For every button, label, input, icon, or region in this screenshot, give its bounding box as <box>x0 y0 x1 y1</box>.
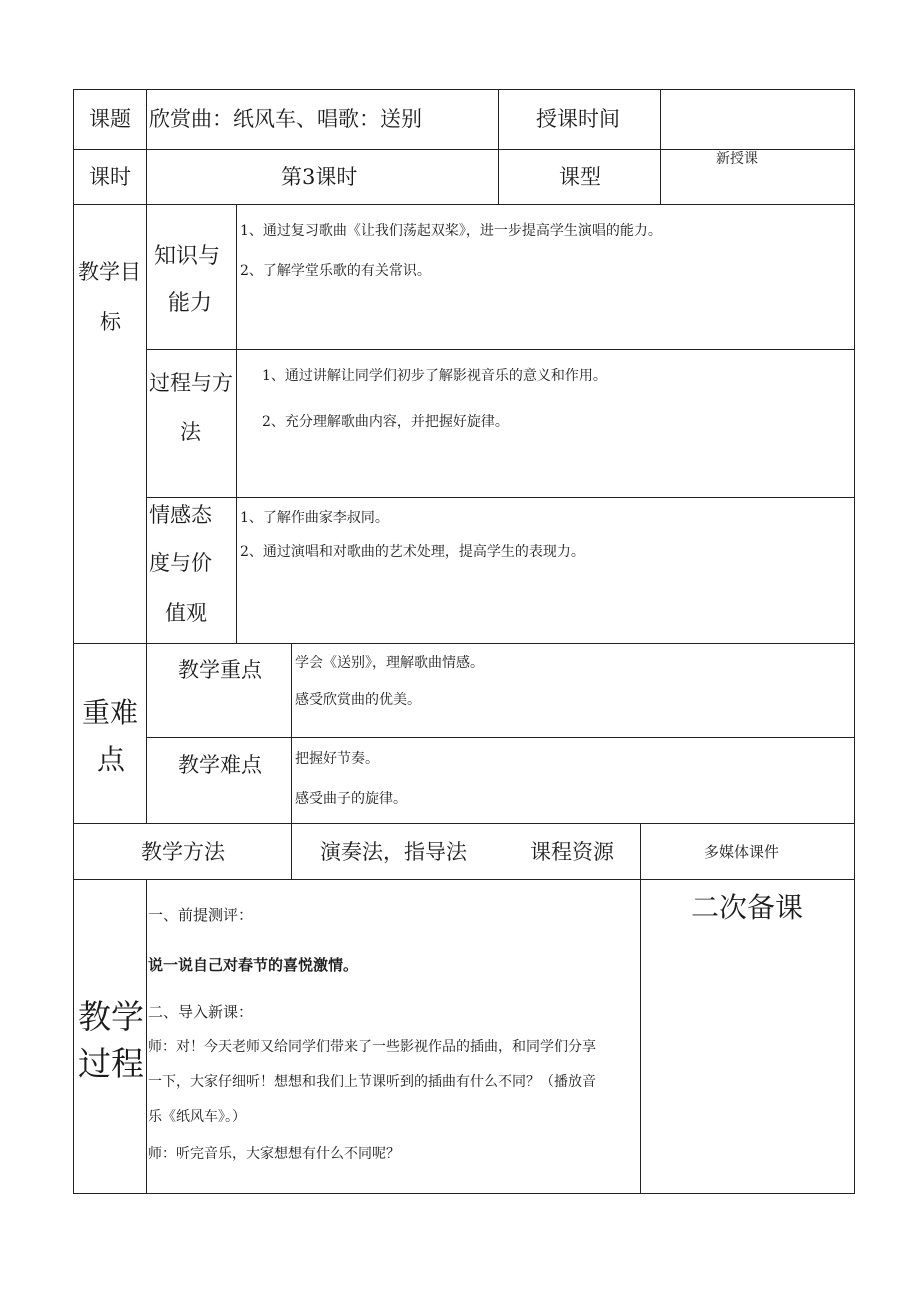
period-label: 课时 <box>89 165 131 189</box>
row-line <box>146 737 855 738</box>
row-line <box>73 1193 855 1194</box>
col-line <box>146 89 147 824</box>
type-label: 课型 <box>559 165 601 189</box>
topic-label: 课题 <box>89 107 131 131</box>
row-line <box>73 149 855 150</box>
process-label-line2: 法 <box>180 420 201 444</box>
col-line <box>498 89 499 205</box>
col-line <box>291 643 292 824</box>
resource-value: 多媒体课件 <box>704 843 780 861</box>
period-value: 第3课时 <box>281 165 358 189</box>
emotion-label-line1: 情感态 <box>149 503 212 527</box>
key-points-label-line1: 重难 <box>82 696 139 729</box>
time-label: 授课时间 <box>536 107 620 131</box>
row-line <box>73 823 855 824</box>
col-line <box>73 89 74 1194</box>
focus-label: 教学重点 <box>178 658 262 682</box>
process-label-line1: 过程与方 <box>149 371 233 395</box>
resource-label: 课程资源 <box>530 840 614 864</box>
row-line <box>73 204 855 205</box>
knowledge-label-line1: 知识与 <box>154 244 221 269</box>
process-section-label-line1: 教学 <box>78 997 144 1036</box>
key-points-label-line2: 点 <box>97 743 126 776</box>
type-value: 新授课 <box>716 151 758 167</box>
difficulty-label: 教学难点 <box>178 753 262 777</box>
topic-value: 欣赏曲：纸风车、唱歌：送别 <box>149 107 422 131</box>
emotion-label-line3: 值观 <box>165 601 207 625</box>
step1-title: 一、前提测评： <box>148 906 254 924</box>
knowledge-item-1: 1、通过复习歌曲《让我们荡起双桨》，进一步提高学生演唱的能力。 <box>240 223 662 239</box>
row-line <box>73 879 855 880</box>
methods-label: 教学方法 <box>141 840 225 864</box>
step1-text: 说一说自己对春节的喜悦激情。 <box>148 956 359 974</box>
row-line <box>146 497 855 498</box>
col-line <box>236 204 237 644</box>
row-line <box>73 89 855 90</box>
process-item-2: 2、充分理解歌曲内容，并把握好旋律。 <box>262 414 509 430</box>
objectives-label-line2: 标 <box>100 310 121 334</box>
row-line <box>73 643 855 644</box>
col-line <box>854 89 855 1194</box>
row-line <box>146 349 855 350</box>
focus-item-1: 学会《送别》，理解歌曲情感。 <box>295 655 484 671</box>
second-preparation-label: 二次备课 <box>691 891 804 924</box>
difficulty-item-1: 把握好节奏。 <box>295 751 379 767</box>
col-line <box>291 823 292 880</box>
emotion-item-2: 2、通过演唱和对歌曲的艺术处理，提高学生的表现力。 <box>240 544 585 560</box>
objectives-label-line1: 教学目 <box>78 260 141 284</box>
methods-value: 演奏法，指导法 <box>320 840 467 864</box>
col-line <box>660 89 661 205</box>
col-line <box>640 823 641 1194</box>
focus-item-2: 感受欣赏曲的优美。 <box>295 692 421 708</box>
col-line <box>146 879 147 1194</box>
emotion-item-1: 1、了解作曲家李叔同。 <box>240 510 389 526</box>
emotion-label-line2: 度与价 <box>149 551 212 575</box>
process-line-3: 乐《纸风车》。） <box>148 1109 246 1125</box>
process-line-2: 一下，大家仔细听！想想和我们上节课听到的插曲有什么不同？（播放音 <box>148 1074 596 1090</box>
process-line-4: 师：听完音乐，大家想想有什么不同呢？ <box>148 1146 400 1162</box>
knowledge-item-2: 2、了解学堂乐歌的有关常识。 <box>240 263 431 279</box>
process-line-1: 师：对！今天老师又给同学们带来了一些影视作品的插曲，和同学们分享 <box>148 1039 596 1055</box>
process-section-label-line2: 过程 <box>78 1044 144 1083</box>
knowledge-label-line2: 能力 <box>168 291 213 316</box>
step2-title: 二、导入新课： <box>148 1003 254 1021</box>
difficulty-item-2: 感受曲子的旋律。 <box>295 791 407 807</box>
process-item-1: 1、通过讲解让同学们初步了解影视音乐的意义和作用。 <box>262 368 607 384</box>
